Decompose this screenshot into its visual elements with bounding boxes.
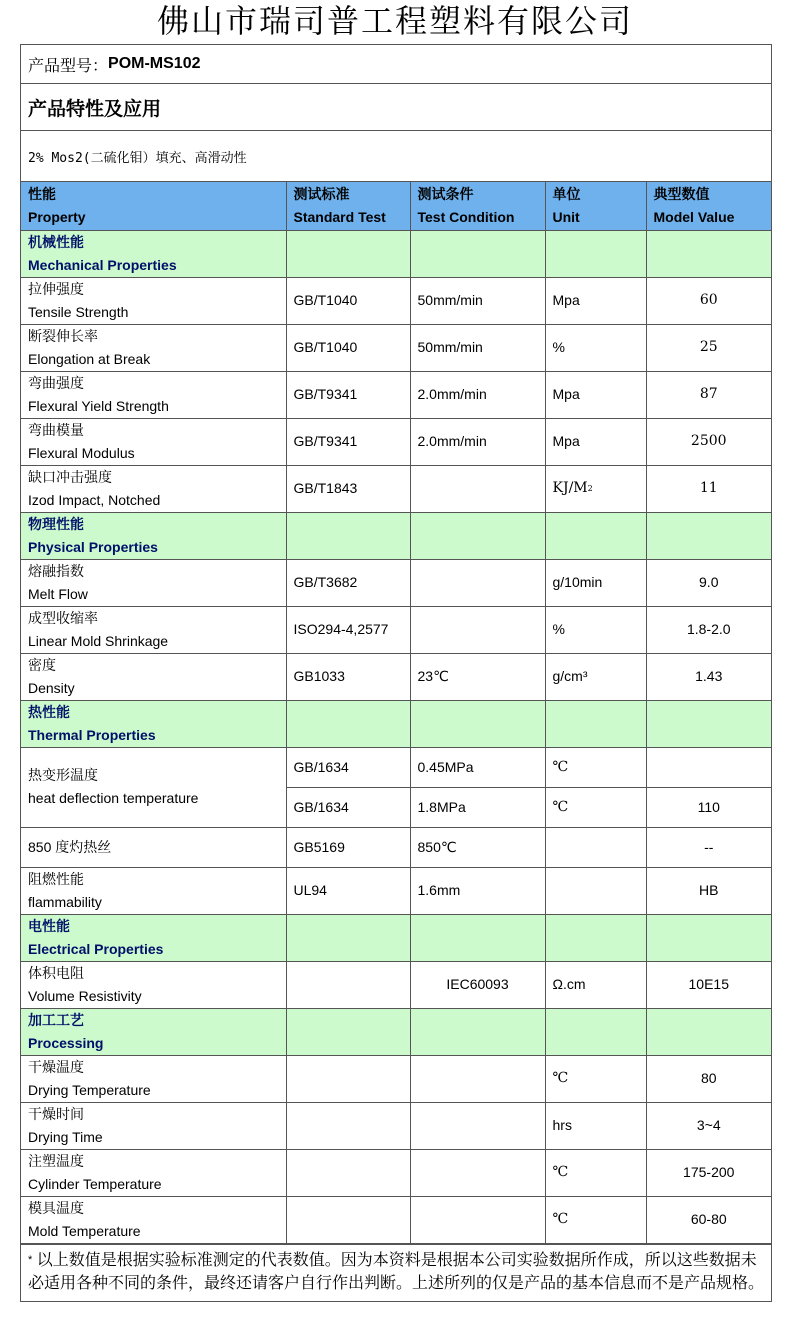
section-mechanical: 机械性能 Mechanical Properties: [21, 230, 771, 277]
section-electrical: 电性能 Electrical Properties: [21, 914, 771, 961]
table-row: 熔融指数 Melt Flow GB/T3682 g/10min 9.0: [21, 559, 771, 606]
footnote-mark: *: [28, 1253, 33, 1266]
product-description: 2% Mos2(二硫化钼）填充、高滑动性: [21, 131, 771, 182]
section-thermal: 热性能 Thermal Properties: [21, 700, 771, 747]
section-physical: 物理性能 Physical Properties: [21, 512, 771, 559]
table-row: 干燥时间 Drying Time hrs 3~4: [21, 1102, 771, 1149]
footnote-text: 以上数值是根据实验标准测定的代表数值。因为本资料是根据本公司实验数据所作成，所以这些数据未必适用各种不同的条件，最终还请客户自行作出判断。上述所列的仅是产品的基本信息而不是产品规格。: [28, 1251, 765, 1292]
table-row: 注塑温度 Cylinder Temperature ℃ 175-200: [21, 1149, 771, 1196]
datasheet: [20, 44, 772, 1302]
table-row: 弯曲强度 Flexural Yield Strength GB/T9341 2.0mm/min Mpa 87: [21, 371, 771, 418]
table-row: 成型收缩率 Linear Mold Shrinkage ISO294-4,2577 % 1.8-2.0: [21, 606, 771, 653]
col-standard: 测试标准 Standard Test: [286, 182, 410, 230]
col-property: 性能 Property: [21, 182, 286, 230]
product-model-value: POM-MS102: [108, 55, 201, 72]
col-value: 典型数值 Model Value: [646, 182, 771, 230]
table-row: 密度 Density GB1033 23℃ g/cm³ 1.43: [21, 653, 771, 700]
table-row: 弯曲模量 Flexural Modulus GB/T9341 2.0mm/min Mpa 2500: [21, 418, 771, 465]
footnote: [21, 1244, 771, 1301]
table-row: GB/1634 1.8MPa ℃ 110: [21, 787, 771, 827]
table-row: 体积电阻 Volume Resistivity IEC60093 Ω.cm 10E15: [21, 961, 771, 1008]
section-processing: 加工工艺 Processing: [21, 1008, 771, 1055]
table-row: 850 度灼热丝 GB5169 850℃ --: [21, 827, 771, 867]
table-row: 阻燃性能 flammability UL94 1.6mm HB: [21, 867, 771, 914]
product-model-label: 产品型号：: [28, 57, 109, 75]
table-row: 模具温度 Mold Temperature ℃ 60-80: [21, 1196, 771, 1243]
table-header: [21, 182, 771, 230]
table-row: 干燥温度 Drying Temperature ℃ 80: [21, 1055, 771, 1102]
table-row: 断裂伸长率 Elongation at Break GB/T1040 50mm/min % 25: [21, 324, 771, 371]
product-model-row: [21, 45, 771, 84]
col-condition: 测试条件 Test Condition: [410, 182, 545, 230]
company-title: 佛山市瑞司普工程塑料有限公司: [156, 2, 633, 40]
table-row: 热变形温度 heat deflection temperature GB/1634 0.45MPa ℃: [21, 747, 771, 787]
properties-table: [21, 182, 771, 1244]
table-row: 缺口冲击强度 Izod Impact, Notched GB/T1843 $KJ/M^2$ 11: [21, 465, 771, 512]
section-heading: 产品特性及应用: [21, 84, 771, 131]
table-row: 拉伸强度 Tensile Strength GB/T1040 50mm/min Mpa 60: [21, 277, 771, 324]
col-unit: 单位 Unit: [545, 182, 646, 230]
